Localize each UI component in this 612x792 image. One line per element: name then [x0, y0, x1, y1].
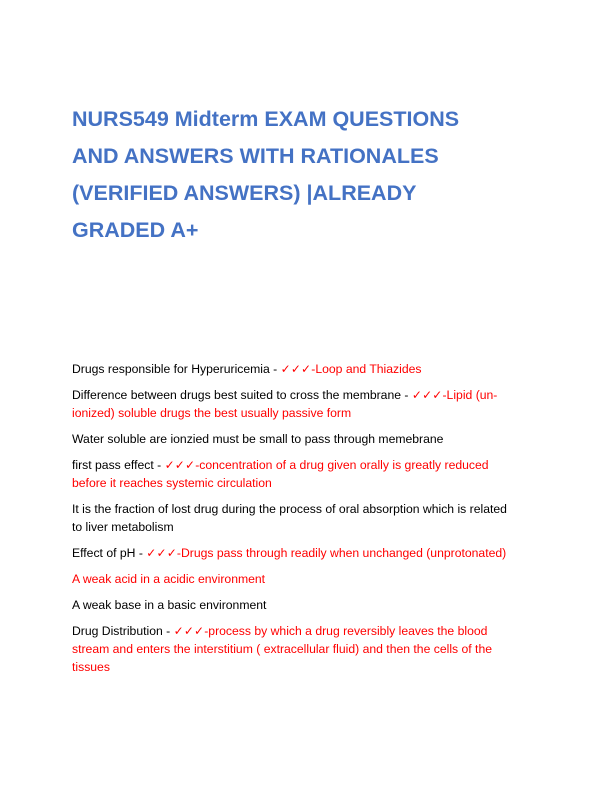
question-text: Drugs responsible for Hyperuricemia - — [72, 362, 281, 376]
document-body — [72, 360, 542, 684]
qa-membrane — [72, 386, 542, 422]
note-line: It is the fraction of lost drug during the process of oral absorption which is related — [72, 502, 507, 516]
note-weak-base: A weak base in a basic environment — [72, 598, 267, 612]
answer-text: stream and enters the interstitium ( extracellular fluid) and then the cells of the — [72, 642, 492, 656]
qa-line — [72, 386, 542, 404]
qa-line — [72, 456, 542, 474]
qa-ph-effect — [72, 544, 542, 562]
answer-text: ✓✓✓-Drugs pass through readily when unchanged (unprotonated) — [146, 546, 507, 560]
document-title — [72, 101, 542, 249]
qa-hyperuricemia — [72, 360, 542, 378]
qa-first-pass — [72, 456, 542, 492]
title-line-4: GRADED A+ — [72, 218, 199, 242]
title-line-2: AND ANSWERS WITH RATIONALES — [72, 144, 439, 168]
answer-text: ✓✓✓-Lipid (un- — [411, 388, 498, 402]
note-weak-acid: A weak acid in a acidic environment — [72, 572, 266, 586]
question-text: first pass effect - — [72, 458, 165, 472]
answer-text: tissues — [72, 660, 110, 674]
answer-text: ✓✓✓-process by which a drug reversibly leaves the blood — [173, 624, 488, 638]
answer-text: ✓✓✓-concentration of a drug given orally is greatly reduced — [164, 458, 489, 472]
qa-drug-distribution — [72, 622, 542, 676]
answer-text: ✓✓✓-Loop and Thiazides — [280, 362, 422, 376]
qa-line — [72, 622, 542, 640]
note-water-soluble: Water soluble are ionzied must be small to pass through memebrane — [72, 432, 444, 446]
answer-text: before it reaches systemic circulation — [72, 476, 272, 490]
question-text: Effect of pH - — [72, 546, 147, 560]
question-text: Drug Distribution - — [72, 624, 174, 638]
note-line: to liver metabolism — [72, 520, 174, 534]
note-fraction-lost — [72, 500, 542, 536]
answer-text: ionized) soluble drugs the best usually passive form — [72, 406, 352, 420]
title-line-1: NURS549 Midterm EXAM QUESTIONS — [72, 107, 460, 131]
title-line-3: (VERIFIED ANSWERS) |ALREADY — [72, 181, 417, 205]
question-text: Difference between drugs best suited to cross the membrane - — [72, 388, 412, 402]
